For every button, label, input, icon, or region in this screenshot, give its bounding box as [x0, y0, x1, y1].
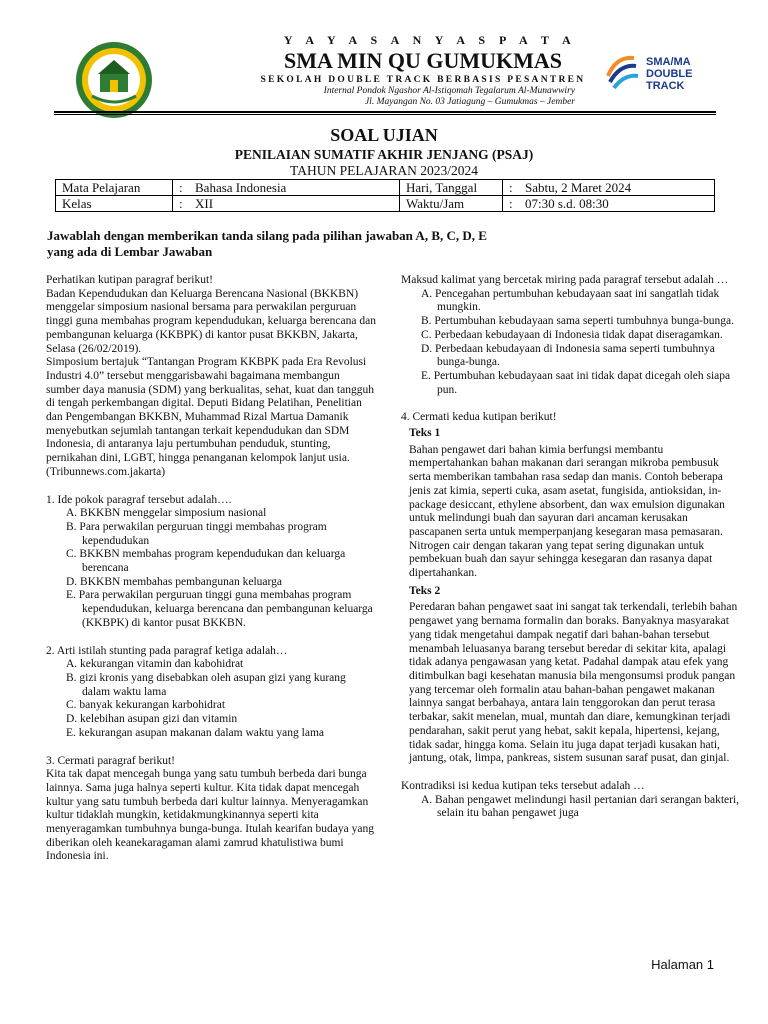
q3-option-b: B. Pertumbuhan kebudayaan sama seperti tumbuhnya bunga-bunga. [421, 315, 734, 328]
instructions [47, 228, 567, 260]
teks-1-heading: Teks 1 [409, 427, 441, 440]
colon: : [173, 180, 190, 196]
q1-option-c: C. BKKBN membahas program kependudukan dan keluarga berencana [66, 548, 346, 575]
q2-option-d: D. kelebihan asupan gizi dan vitamin [66, 713, 238, 726]
header-divider [54, 111, 716, 113]
question-2: 2. Arti istilah stunting pada paragraf ketiga adalah… [46, 644, 288, 657]
time-value: 07:30 s.d. 08:30 [519, 196, 715, 212]
right-column [401, 274, 741, 821]
q3-passage: Kita tak dapat mencegah bunga yang satu tumbuh berbeda dari bunga lainnya. Sama juga halnya seperti kultur. Kita tidak dapat mencegah kultur yang satu tumbuh berbeda dari kultur lainnya. Menyeragamkan kultur tidaklah mungkin, ketidakmungkinannya seperti kita menyeragamkan tumbuhnya bunga-bunga. Itulah kearifan budaya yang diberikan oleh keanekaragaman alami zamrud khatulistiwa bumi Indonesia ini. [46, 768, 374, 863]
q2-option-e: E. kekurangan asupan makanan dalam waktu yang lama [66, 726, 325, 739]
q3-option-c: C. Perbedaan kebudayaan di Indonesia tidak dapat diseragamkan. [421, 328, 723, 341]
passage-paragraph-2: Simposium bertajuk “Tantangan Program KKBPK pada Era Revolusi Industri 4.0” tersebut menggarisbawahi bagaimana membangun sumber daya manusia (SDM) yang berkualitas, sehat, kuat dan tangguh di tengah perkembangan digital. Deputi Bidang Pelatihan, Penelitian dan Pengembangan BKKBN, Muhammad Rizal Martua Damanik menyebutkan sejumlah tantangan terkait kependudukan dan SDM Indonesia, di antaranya laju pertumbuhan penduduk, stunting, pernikahan dini, LGBT, hingga penanganan kelompok lanjut usia. [46, 356, 374, 465]
school-logo [74, 40, 154, 120]
teks-1-body: Bahan pengawet dari bahan kimia berfungsi membantu mempertahankan bahan makanan dari serangan mikroba pembusuk serta memberikan tambahan rasa sedap dan manis. Contoh beberapa jenis zat kimia, seperti cuka, asam asetat, fungisida, antioksidan, in-package desiccant, ethylene absorbent, dan wax emulsion digunakan untuk melindungi buah dan sayuran dari ancaman kerusakan pascapanen serta untuk memperpanjang kesegaran masa pemasaran. Nitrogen cair dengan takaran yang tepat sering digunakan untuk pembekuan buah dan sayur sehingga kesegaran dan rasanya dapat dipertahankan. [409, 443, 725, 580]
q2-option-a: A. kekurangan vitamin dan kabohidrat [66, 658, 244, 671]
address-line-1: Internal Pondok Ngashor Al-Istiqomah Tegalarum Al-Munawwiry [323, 86, 575, 96]
double-track-logo [604, 50, 734, 94]
time-label: Waktu/Jam [400, 196, 503, 212]
page-number: Halaman 1 [651, 957, 714, 972]
question-3: 3. Cermati paragraf berikut! [46, 754, 175, 767]
q3-stem: Maksud kalimat yang bercetak miring pada paragraf tersebut adalah … [401, 274, 729, 286]
q4-stem: Kontradiksi isi kedua kutipan teks tersebut adalah … [401, 779, 645, 792]
class-label: Kelas [56, 196, 173, 212]
q3-option-d: D. Perbedaan kebudayaan di Indonesia sama seperti tumbuhnya bunga-bunga. [421, 342, 715, 369]
address-line-2: Jl. Mayangan No. 03 Jatiagung – Gumukmas – Jember [364, 97, 575, 107]
exam-title: SOAL UJIAN [330, 125, 438, 145]
header-divider-thin [54, 114, 716, 115]
subject-value: Bahasa Indonesia [189, 180, 400, 196]
instruction-line-2: yang ada di Lembar Jawaban [47, 244, 213, 259]
q1-option-b: B. Para perwakilan perguruan tinggi membahas program kependudukan [66, 520, 327, 547]
q3-option-a: A. Pencegahan pertumbuhan kebudayaan saat ini sangatlah tidak mungkin. [421, 287, 720, 314]
school-tagline: SEKOLAH DOUBLE TRACK BERBASIS PESANTREN [260, 75, 586, 85]
colon: : [503, 196, 520, 212]
class-value: XII [189, 196, 400, 212]
left-column [46, 274, 376, 864]
q3-option-e: E. Pertumbuhan kebudayaan saat ini tidak dapat dicegah oleh siapa pun. [421, 369, 731, 396]
exam-subtitle: PENILAIAN SUMATIF AKHIR JENJANG (PSAJ) [234, 147, 534, 162]
passage-intro: Perhatikan kutipan paragraf berikut! [46, 274, 214, 286]
logo-text-3: TRACK [646, 80, 685, 92]
date-value: Sabtu, 2 Maret 2024 [519, 180, 715, 196]
passage-source: (Tribunnews.com.jakarta) [46, 465, 166, 478]
question-4: 4. Cermati kedua kutipan berikut! [401, 411, 557, 424]
date-label: Hari, Tanggal [400, 180, 503, 196]
question-1: 1. Ide pokok paragraf tersebut adalah…. [46, 493, 232, 506]
q4-option-a: A. Bahan pengawet melindungi hasil pertanian dari serangan bakteri, selain itu bahan pengawet juga [421, 793, 740, 820]
q1-option-a: A. BKKBN menggelar simposium nasional [66, 507, 267, 520]
logo-text-1: SMA/MA [646, 56, 691, 68]
teks-2-heading: Teks 2 [409, 584, 441, 597]
teks-2-body: Peredaran bahan pengawet saat ini sangat tak terkendali, terlebih bahan pengawet yang bernama formalin dan boraks. Banyaknya masyarakat yang tidak mengetahui dampak negatif dari bahan-bahan tersebut menambah leluasanya barang tersebut beredar di sekitar kita, apalagi tidak adanya pengawasan yang ketat. Padahal dampak atau efek yang ditimbulkan bagi kesehatan manusia bila mengonsumsi produk pangan yang tercemar oleh formalin atau bahan-bahan pengawet makanan lainnya sangat berbahaya, antara lain tenggorokan dan perut terasa terbakar, sakit menelan, mual, muntah dan diare, kemungkinan terjadi pendarahan, sakit perut yang hebat, sakit kepala, hipertensi, kejang, tidak sadar, hingga koma. Selain itu juga dapat terjadi kusakan hati, jantung, otak, limpa, pankreas, sistem susunan saraf pusat, dan ginjal. [409, 601, 738, 765]
academic-year: TAHUN PELAJARAN 2023/2024 [290, 163, 478, 178]
passage-paragraph-1: Badan Kependudukan dan Keluarga Berencana Nasional (BKKBN) menggelar simposium nasional bersama para perwakilan perguruan tinggi guna membahas program kependudukan, keluarga berencana dan pembangunan keluarga (KKBPK) di kantor pusat BKKBN, Jakarta, Selasa (26/02/2019). [46, 287, 376, 355]
logo-text-2: DOUBLE [646, 68, 693, 80]
school-name: SMA MIN QU GUMUKMAS [283, 48, 563, 73]
colon: : [173, 196, 190, 212]
foundation-name: Y A Y A S A N Y A S P A T A [283, 33, 577, 47]
q1-option-e: E. Para perwakilan perguruan tinggi guna membahas program kependudukan, keluarga berencana dan pembangunan keluarga (KKBPK) di kantor pusat BKKBN. [66, 589, 373, 629]
instruction-line-1: Jawablah dengan memberikan tanda silang pada pilihan jawaban A, B, C, D, E [47, 228, 487, 243]
q1-option-d: D. BKKBN membahas pembangunan keluarga [66, 575, 283, 588]
exam-info-table [55, 179, 715, 212]
q2-option-b: B. gizi kronis yang disebabkan oleh asupan gizi yang kurang dalam waktu lama [66, 671, 346, 698]
subject-label: Mata Pelajaran [56, 180, 173, 196]
q2-option-c: C. banyak kekurangan karbohidrat [66, 699, 226, 712]
colon: : [503, 180, 520, 196]
